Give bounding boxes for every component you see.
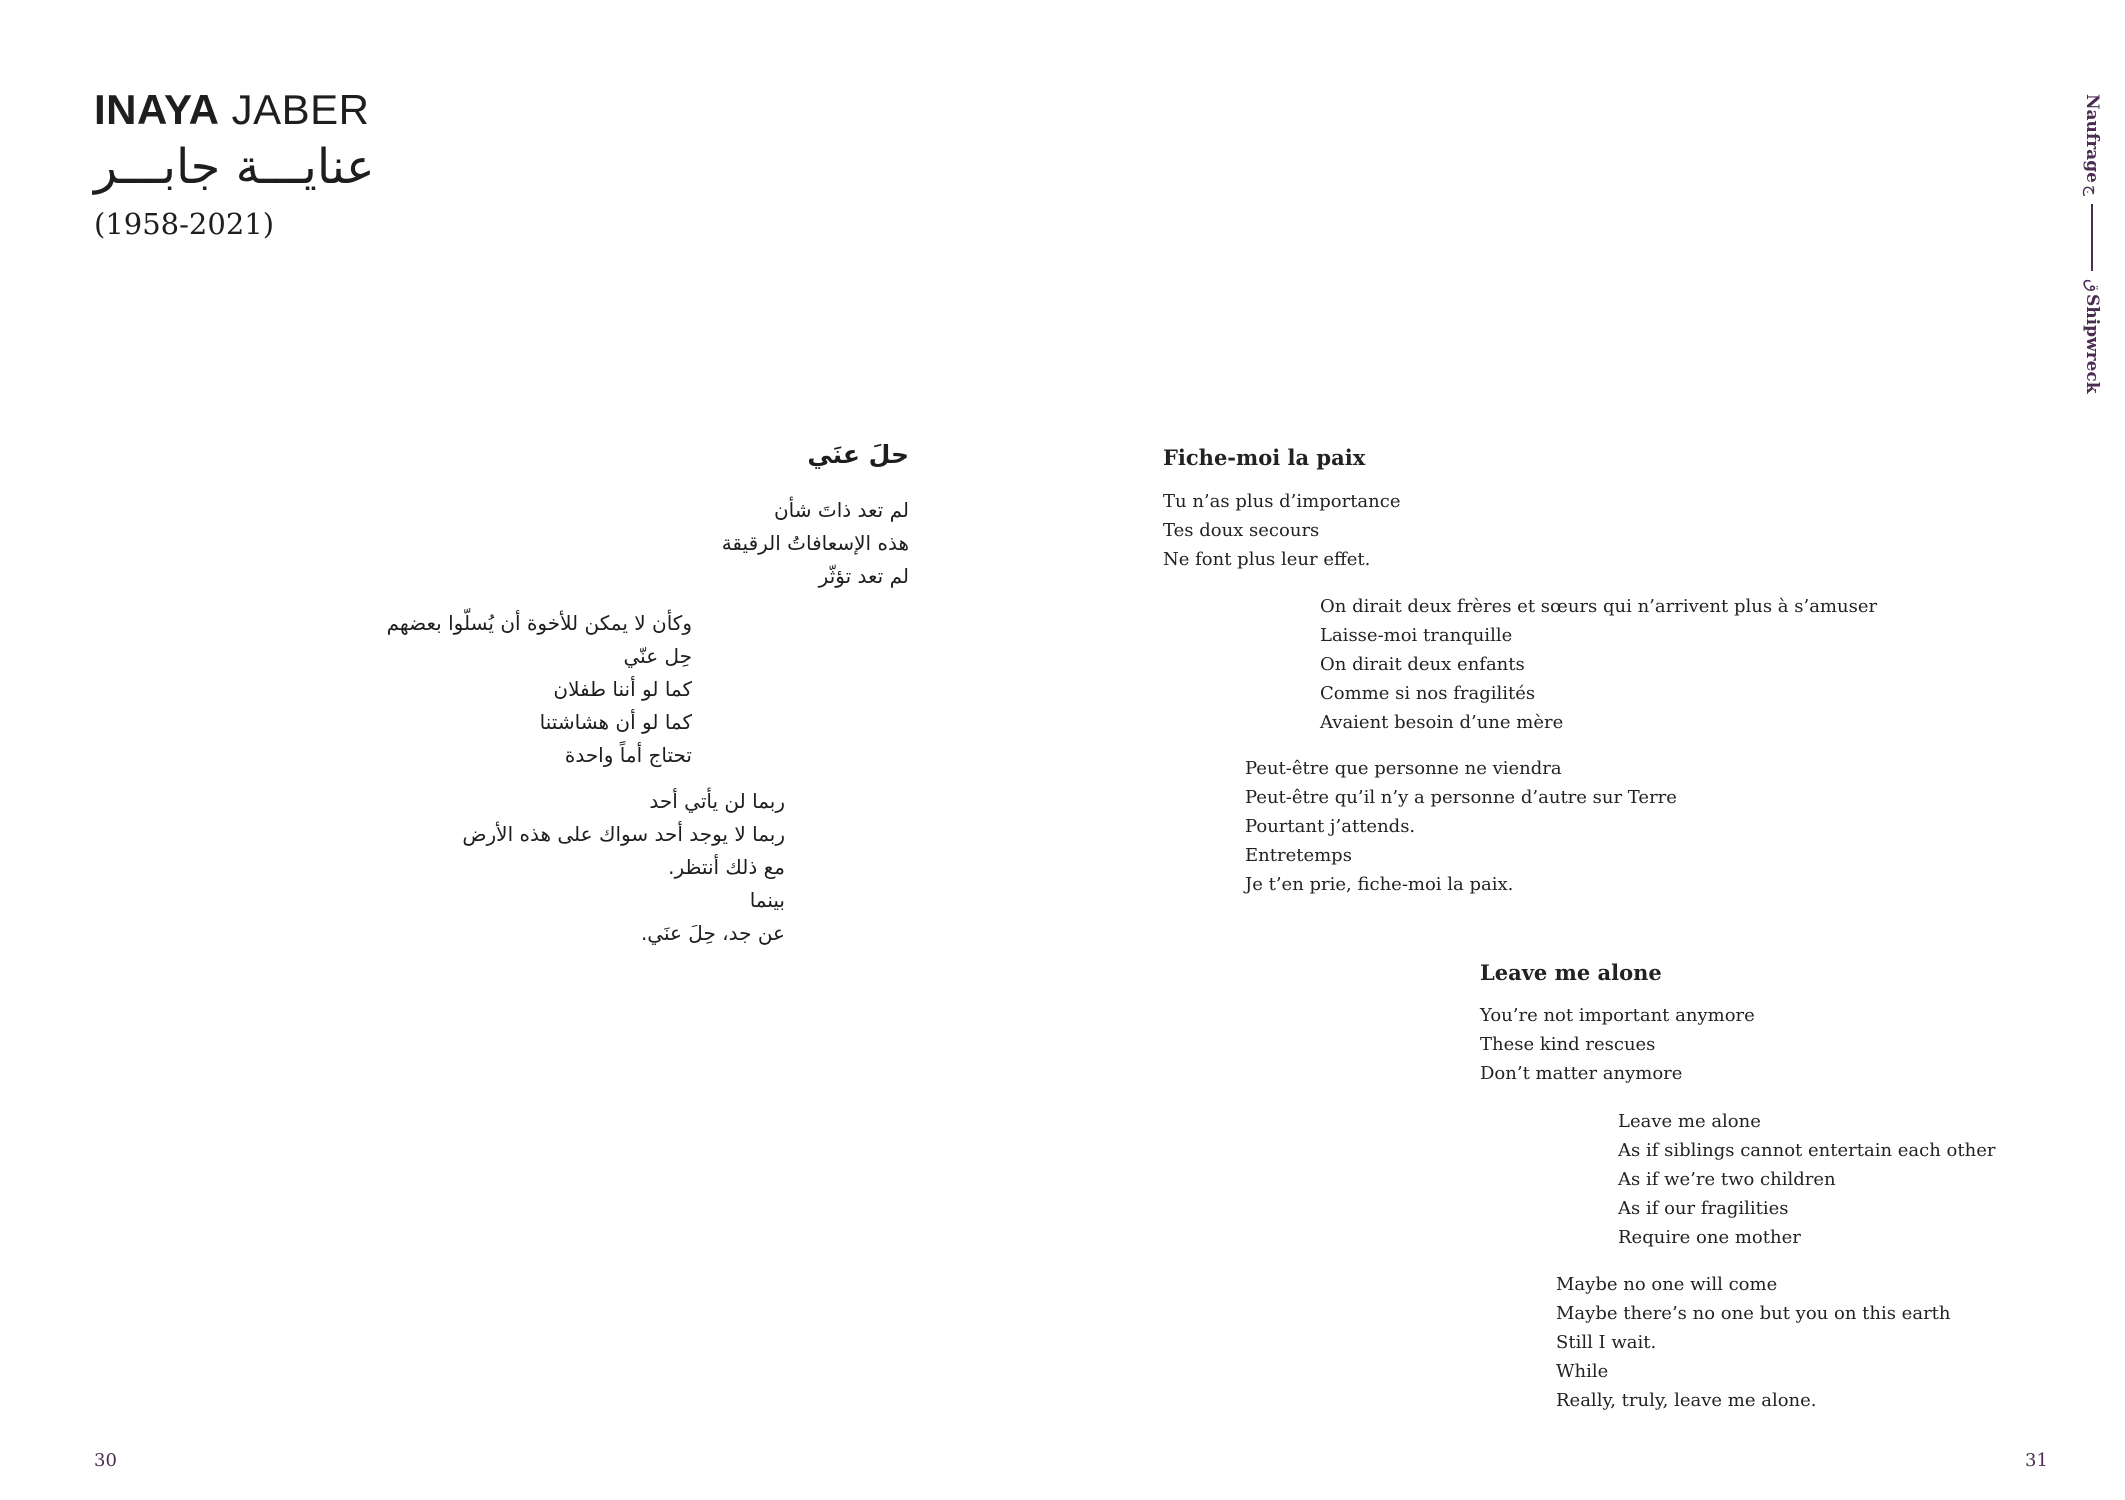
- french-stanza-3: [1245, 754, 1677, 899]
- poem-line: تحتاج أماً واحدة: [564, 743, 692, 767]
- poem-line: Laisse-moi tranquille: [1320, 625, 1513, 646]
- poem-line: On dirait deux frères et sœurs qui n’arrivent plus à s’amuser: [1320, 596, 1878, 617]
- author-name: [94, 86, 375, 134]
- author-header: [94, 86, 375, 244]
- arabic-stanza-3: [462, 785, 785, 950]
- poem-line: On dirait deux enfants: [1320, 654, 1525, 675]
- section-tab-glyph-top: ج: [2082, 184, 2102, 196]
- arabic-stanza-2: [387, 607, 692, 772]
- arabic-poem-title: حلَ عنَي: [807, 440, 909, 469]
- section-tab: [2075, 94, 2109, 394]
- poem-line: Really, truly, leave me alone.: [1556, 1390, 1817, 1411]
- poem-line: As if our fragilities: [1618, 1198, 1789, 1219]
- author-last-name: JABER: [231, 86, 370, 133]
- poem-line: Don’t matter anymore: [1480, 1063, 1683, 1084]
- poem-line: You’re not important anymore: [1480, 1005, 1755, 1026]
- author-first-name: INAYA: [94, 86, 220, 133]
- poem-line: Je t’en prie, fiche-moi la paix.: [1245, 874, 1514, 895]
- poem-line: Tu n’as plus d’importance: [1163, 491, 1401, 512]
- page-number-right: 31: [2025, 1450, 2048, 1471]
- poem-line: Still I wait.: [1556, 1332, 1657, 1353]
- poem-line: ربما لا يوجد أحد سواك على هذه الأرض: [462, 822, 785, 846]
- french-poem-title: Fiche-moi la paix: [1163, 445, 1366, 470]
- english-stanza-2: [1618, 1107, 1995, 1252]
- author-dates: (1958-2021): [94, 207, 275, 241]
- english-stanza-1: [1480, 1001, 1755, 1088]
- poem-line: كما لو أننا طفلان: [553, 677, 692, 701]
- poem-line: While: [1556, 1361, 1609, 1382]
- poem-line: كما لو أن هشاشتنا: [539, 710, 692, 734]
- english-poem-title: Leave me alone: [1480, 960, 1662, 985]
- poem-line: As if siblings cannot entertain each other: [1618, 1140, 1996, 1161]
- poem-line: Tes doux secours: [1163, 520, 1320, 541]
- poem-line: Maybe there’s no one but you on this earth: [1556, 1303, 1951, 1324]
- poem-line: لم تعد تؤثّر: [818, 564, 909, 588]
- poem-line: عن جد، حِلَ عنَي.: [640, 921, 785, 945]
- poem-line: مع ذلك أنتظر.: [668, 855, 785, 879]
- poem-line: حِل عنّي: [623, 644, 692, 668]
- section-tab-glyph-bottom: ق: [2082, 279, 2102, 293]
- poem-line: Leave me alone: [1618, 1111, 1761, 1132]
- poem-line: هذه الإسعافاتُ الرقيقة: [721, 531, 909, 555]
- poem-line: لم تعد ذاتَ شأن: [773, 498, 909, 522]
- french-stanza-2: [1320, 592, 1877, 737]
- english-stanza-3: [1556, 1270, 1951, 1415]
- poem-line: Maybe no one will come: [1556, 1274, 1778, 1295]
- author-arabic-name: عنايـــة جابـــر: [94, 139, 375, 195]
- poem-line: Comme si nos fragilités: [1320, 683, 1536, 704]
- poem-line: Peut-être que personne ne viendra: [1245, 758, 1562, 779]
- section-tab-rule: [2091, 204, 2093, 271]
- poem-line: ربما لن يأتي أحد: [649, 789, 785, 813]
- poem-line: Require one mother: [1618, 1227, 1801, 1248]
- poem-line: بينما: [749, 888, 785, 912]
- arabic-stanza-1: [722, 494, 909, 593]
- poem-line: These kind rescues: [1480, 1034, 1656, 1055]
- poem-line: As if we’re two children: [1618, 1169, 1836, 1190]
- poem-line: Entretemps: [1245, 845, 1352, 866]
- poem-line: Avaient besoin d’une mère: [1320, 712, 1564, 733]
- section-tab-bottom-label: Shipwreck: [2082, 294, 2102, 394]
- poem-line: وكأن لا يمكن للأخوة أن يُسلّوا بعضهم: [386, 611, 692, 635]
- page-number-left: 30: [94, 1450, 117, 1471]
- poem-line: Peut-être qu’il n’y a personne d’autre sur Terre: [1245, 787, 1677, 808]
- poem-line: Ne font plus leur effet.: [1163, 549, 1371, 570]
- poem-line: Pourtant j’attends.: [1245, 816, 1416, 837]
- section-tab-top-label: Naufrage: [2082, 94, 2102, 183]
- french-stanza-1: [1163, 487, 1400, 574]
